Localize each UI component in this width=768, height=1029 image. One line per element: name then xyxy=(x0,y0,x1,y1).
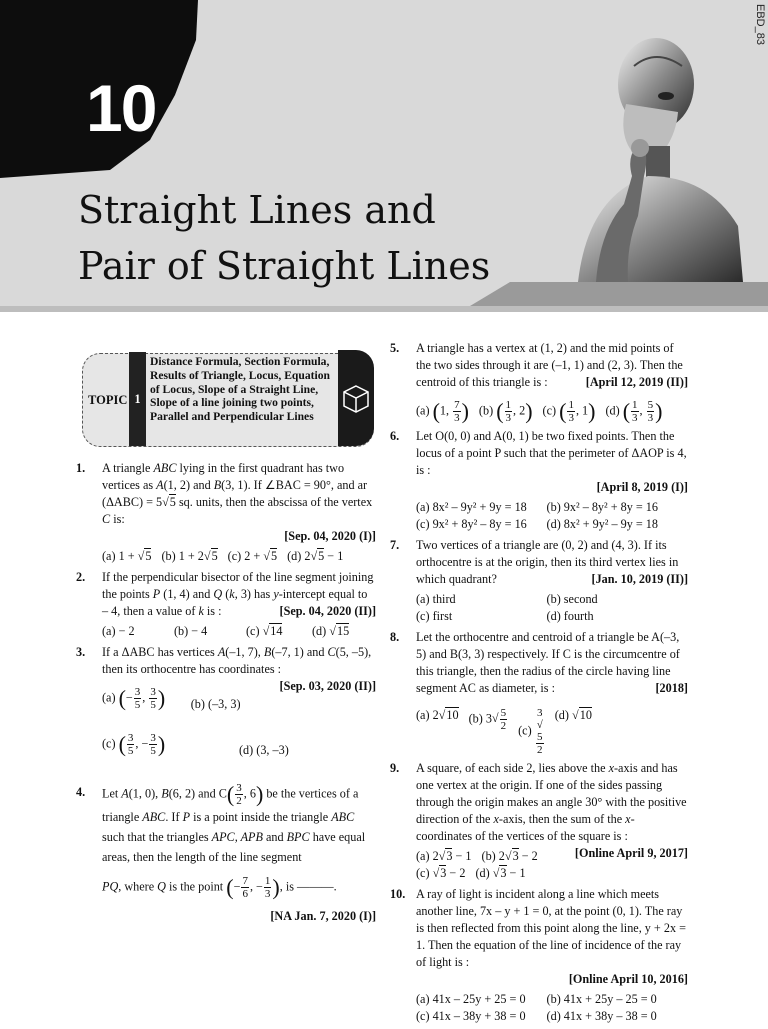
left-column xyxy=(76,350,376,930)
option-b[interactable]: (b) 1 + 2√ 5 xyxy=(161,548,217,565)
source-tag: [Online April 10, 2016] xyxy=(568,972,688,986)
source-tag: [2018] xyxy=(655,681,688,695)
options xyxy=(102,732,376,768)
topic-title: Distance Formula, Section Formula, Results of Triangle, Locus, Equation of Locus, Slope of a Straight Line, Slope of a line joining two points, Parallel and Perpendicular Lines xyxy=(150,355,330,424)
question-1: 1. A triangle ABC lying in the first quadrant has two vertices as A(1, 2) and B(3, 1). If ∠BAC = 90°, and ar (ΔABC) = 5√ 5 sq. units, then the abscissa of the vertex C is: [Sep. 04, 2020 (I)] (a) 1 + √ 5 (b) 1 + 2√ 5 (c) 2 + √ 5 (d) 2√ 5 − 1 xyxy=(76,460,376,565)
question-4: 4. Let A(1, 0), B(6, 2) and C( $\frac{3}{2}$ , 6) be the vertices of a triangle ABC. If P is a point inside the triangle ABC such that the triangles APC, APB and BPC have equal areas, then the length of the line segment PQ, where Q is the point (− $\frac{7}{6}$ , − $\frac{1}{3}$ ), is ———. [NA Jan. 7, 2020 (I)] xyxy=(76,782,376,926)
option-a[interactable]: (a) − 2 xyxy=(102,624,135,638)
right-column xyxy=(390,340,688,1029)
options xyxy=(102,623,376,640)
option-d[interactable]: (d) (3, –3) xyxy=(239,743,289,757)
option-d[interactable]: (d) 41x + 38y – 38 = 0 xyxy=(546,1009,657,1023)
source-tag: [Sep. 03, 2020 (II)] xyxy=(279,679,376,693)
source-tag: [Sep. 04, 2020 (I)] xyxy=(284,529,376,543)
options xyxy=(102,548,376,565)
robot-thinker-illustration xyxy=(548,26,748,282)
option-d[interactable]: (d) fourth xyxy=(546,609,594,623)
question-10: 10. A ray of light is incident along a line which meets another line, 7x – y + 1 = 0, at the point (0, 1). The ray is then reflected from this point along the line, y + 2x = 1. Then the equation of the line of incidence of the ray of light is : [Online April 10, 2016] (a) 41x – 25y + 25 = 0 (b) 41x + 25y – 25 = 0 (c) 41x – 38y + 38 = 0 (d) 41x + 38y – 38 = 0 xyxy=(390,887,688,1023)
option-d[interactable]: (d) 2√ 5 − 1 xyxy=(287,548,343,565)
options xyxy=(102,686,280,722)
option-c[interactable]: (c) 9x² + 8y² – 8y = 16 xyxy=(416,517,527,531)
option-a[interactable]: (a) 1 + √ 5 xyxy=(102,548,151,565)
option-a[interactable]: (a) third xyxy=(416,592,456,606)
source-tag: [April 8, 2019 (I)] xyxy=(596,480,688,494)
option-a[interactable]: (a) 8x² – 9y² + 9y = 18 xyxy=(416,500,527,514)
option-d[interactable]: (d) 8x² + 9y² – 9y = 18 xyxy=(546,517,658,531)
option-d[interactable]: (d) √ 10 xyxy=(555,707,592,756)
topic-banner xyxy=(76,350,376,448)
option-c[interactable]: (c) 3 √ 5 2 xyxy=(518,707,545,756)
options xyxy=(416,707,688,756)
options xyxy=(416,991,688,1025)
option-a[interactable]: (a) 41x – 25y + 25 = 0 xyxy=(416,992,526,1006)
topic-number: 1 xyxy=(129,352,146,446)
source-tag: [Online April 9, 2017] xyxy=(574,846,688,860)
question-6: 6. Let O(0, 0) and A(0, 1) be two fixed points. Then the locus of a point P such that the perimeter of ΔAOP is 4, is : [April 8, 2019 (I)] (a) 8x² – 9y² + 9y = 18 (b) 9x² – 8y² + 8y = 16 (c) 9x² + 8y² – 8y = 16 (d) 8x² + 9y² – 9y = 18 xyxy=(390,429,688,531)
option-c[interactable]: (c) ( $\frac{1}{3}$ , 1) xyxy=(542,398,596,424)
source-tag: [Sep. 04, 2020 (II)] xyxy=(279,604,376,618)
option-b[interactable]: (b) ( $\frac{1}{3}$ , 2) xyxy=(478,398,533,424)
option-c[interactable]: (c) 41x – 38y + 38 = 0 xyxy=(416,1009,526,1023)
options xyxy=(416,848,575,882)
option-c[interactable]: (c) 2 + √ 5 xyxy=(228,548,277,565)
option-a[interactable]: (a) (1, $\frac{7}{3}$ ) xyxy=(416,398,469,424)
chapter-header xyxy=(0,0,768,312)
option-b[interactable]: (b) 3√ $\frac{5}{2}$ xyxy=(469,707,509,756)
options xyxy=(416,399,688,424)
question-9: 9. A square, of each side 2, lies above the x-axis and has one vertex at the origin. If one of the sides passing through the origin makes an angle 30° with the positive direction of the x-axis, then the sum of the x-coordinates of the vertices of the square is : [Online April 9, 2017] (a) 2√ 3 − 1 (b) 2√ 3 − 2 (c) √ 3 − 2 (d) √ 3 − 1 xyxy=(390,760,688,882)
option-d[interactable]: (d) ( $\frac{1}{3}$ , $\frac{5}{3}$ ) xyxy=(605,398,663,424)
option-c[interactable]: (c) √ 3 − 2 xyxy=(416,865,465,882)
option-b[interactable]: (b) 2√ 3 − 2 xyxy=(482,848,538,865)
option-b[interactable]: (b) 9x² – 8y² + 8y = 16 xyxy=(546,500,658,514)
option-c[interactable]: (c) ( $\frac{3}{5}$ , − $\frac{3}{5}$ ) xyxy=(102,731,166,757)
question-3: 3. If a ΔABC has vertices A(–1, 7), B(–7, 1) and C(5, –5), then its orthocentre has coordinates : [Sep. 03, 2020 (II)] (a) (− $\frac{3}{5}$ , $\frac{3}{5}$ ) (b) (–3, 3) (c) ( $\frac{3}{5}$ , − $\frac{3}{5}$ ) (d) (3, –3) xyxy=(76,644,376,768)
chapter-number: 10 xyxy=(86,71,156,145)
chapter-title: Straight Lines and Pair of Straight Lines xyxy=(78,188,491,288)
option-a[interactable]: (a) (− $\frac{3}{5}$ , $\frac{3}{5}$ ) xyxy=(102,685,166,711)
option-b[interactable]: (b) (–3, 3) xyxy=(190,697,241,711)
source-tag: [April 12, 2019 (II)] xyxy=(585,375,688,389)
source-tag: [NA Jan. 7, 2020 (I)] xyxy=(270,909,376,923)
question-8: 8. Let the orthocentre and centroid of a triangle be A(–3, 5) and B(3, 3) respectively. If C is the circumcentre of this triangle, then the radius of the circle having line segment AC as diameter, is : [2018] (a) 2√ 10 (b) 3√ $\frac{5}{2}$ (c) 3 √ 5 2 (d) √ 10 xyxy=(390,629,688,756)
options xyxy=(416,591,688,625)
option-d[interactable]: (d) √ 15 xyxy=(312,623,349,640)
options xyxy=(416,499,688,533)
topic-label: TOPIC xyxy=(88,393,128,407)
option-b[interactable]: (b) − 4 xyxy=(174,624,208,638)
option-c[interactable]: (c) first xyxy=(416,609,453,623)
option-a[interactable]: (a) 2√ 3 − 1 xyxy=(416,848,472,865)
question-5: 5. A triangle has a vertex at (1, 2) and the mid points of the two sides through it are (–1, 1) and (2, 3). Then the centroid of this triangle is : [April 12, 2019 (II)] (a) (1, $\frac{7}{3}$ ) (b) ( $\frac{1}{3}$ , 2) (c) ( $\frac{1}{3}$ , 1) (d) ( $\frac{1}{3}$ , $\frac{5}{3}$ ) xyxy=(390,341,688,424)
question-7: 7. Two vertices of a triangle are (0, 2) and (4, 3). If its orthocentre is at the origin, then its third vertex lies in which quadrant? [Jan. 10, 2019 (II)] (a) third (b) second (c) first (d) fourth xyxy=(390,538,688,623)
source-tag: [Jan. 10, 2019 (II)] xyxy=(591,572,688,586)
option-b[interactable]: (b) 41x + 25y – 25 = 0 xyxy=(546,992,657,1006)
option-a[interactable]: (a) 2√ 10 xyxy=(416,707,459,756)
option-c[interactable]: (c) √ 14 xyxy=(246,623,302,640)
cube-icon xyxy=(338,350,374,446)
question-2: 2. If the perpendicular bisector of the line segment joining the points P (1, 4) and Q (k, 3) has y-intercept equal to – 4, then a value of k is : [Sep. 04, 2020 (II)] (a) − 2 (b) − 4 (c) √ 14 (d) √ 15 xyxy=(76,569,376,640)
option-d[interactable]: (d) √ 3 − 1 xyxy=(475,865,525,882)
page-code: EBD_83 xyxy=(754,4,766,45)
option-b[interactable]: (b) second xyxy=(546,592,598,606)
